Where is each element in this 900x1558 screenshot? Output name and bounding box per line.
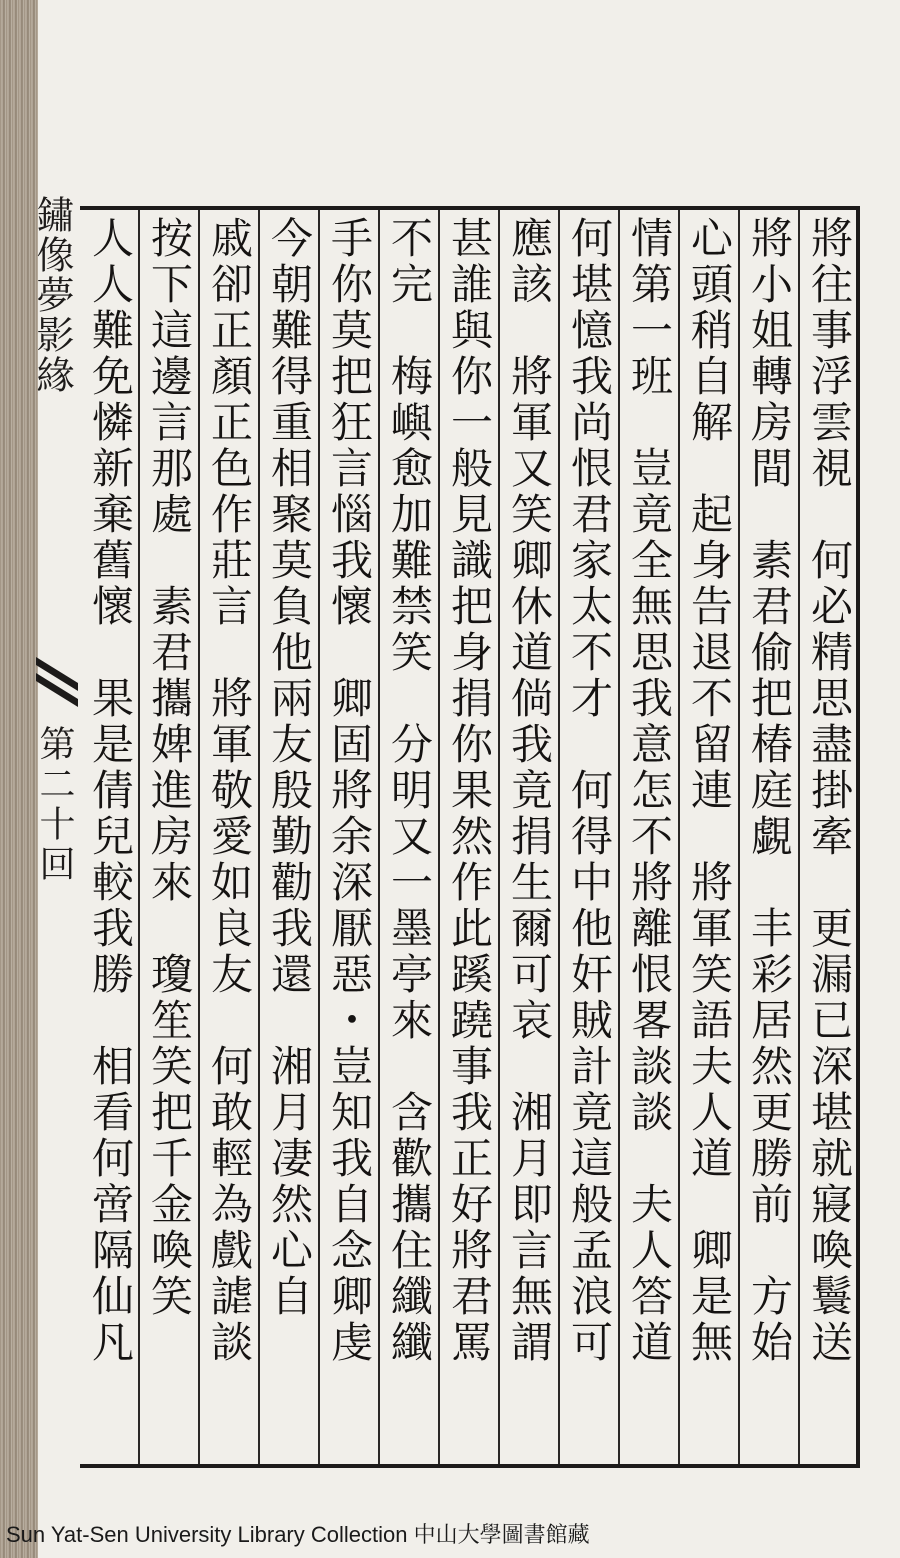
text-column: 心頭稍自解 起身告退不留連 將軍笑語夫人道 卿是無 [685, 216, 734, 1366]
text-column: 應該 將軍又笑卿休道倘我竟捐生爾可哀 湘月即言無謂 [505, 216, 554, 1366]
margin-column [30, 185, 80, 1470]
text-column: 將往事浮雲視 何必精思盡掛牽 更漏已深堪就寢喚鬟送 [805, 216, 854, 1366]
text-column: 戚卻正顏正色作莊言 將軍敬愛如良友 何敢輕為戲謔談 [205, 216, 254, 1366]
text-column: 今朝難得重相聚莫負他兩友殷勤勸我還 湘月凄然心自 [265, 216, 314, 1320]
collection-caption: Sun Yat-Sen University Library Collection 中山大學圖書館藏 [6, 1522, 590, 1547]
text-column: 不完 梅嶼愈加難禁笑 分明又一墨亭來 含歡攜住纖纖 [385, 216, 434, 1366]
text-frame [80, 206, 860, 1468]
text-column: 將小姐轉房間 素君偷把椿庭覷 丰彩居然更勝前 方始 [745, 216, 794, 1366]
text-column: 手你莫把狂言惱我懷 卿固將余深厭惡・豈知我自念卿虔 [325, 216, 374, 1366]
text-column: 情第一班 豈竟全無思我意怎不將離恨畧談談 夫人答道 [625, 216, 674, 1366]
chapter-label: 第二十回 [34, 725, 75, 885]
book-title: 鏽像夢影緣 [30, 195, 74, 395]
text-column: 人人難免憐新棄舊懷 果是倩兒較我勝 相看何啻隔仙凡 [86, 216, 135, 1366]
fishtail-mark-icon [34, 647, 80, 717]
text-column: 按下這邊言那處 素君攜婢進房來 瓊笙笑把千金喚笑 [145, 216, 194, 1320]
text-column: 何堪憶我尚恨君家太不才 何得中他奸賊計竟這般孟浪可 [565, 216, 614, 1366]
text-column: 甚誰與你一般見識把身捐你果然作此蹊蹺事我正好將君罵 [445, 216, 494, 1366]
